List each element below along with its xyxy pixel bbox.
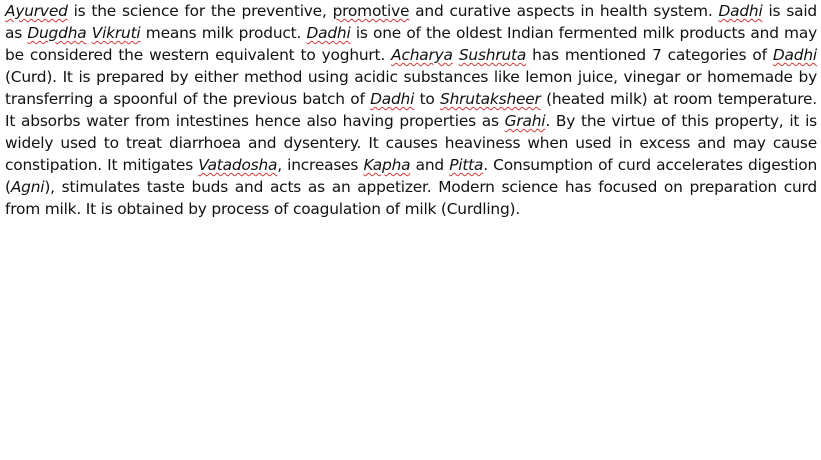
misspelled-italic-term: Shrutaksheer bbox=[440, 90, 541, 108]
text-run: ), stimulates taste buds and acts as an appetizer. Modern science has focused on preparation curd from milk. It is obtained by process of coagulation of milk (Curdling). bbox=[5, 178, 817, 218]
text-run: (heated milk) at room temperature. It absorbs water from intestines hence also having properties as bbox=[5, 90, 817, 130]
text-run: . Consumption of curd accelerates digestion ( bbox=[5, 156, 818, 196]
misspelled-italic-term: Dugdha bbox=[27, 24, 87, 42]
misspelled-italic-term: Pitta bbox=[449, 156, 484, 174]
misspelled-italic-term: Ayurved bbox=[5, 2, 68, 20]
text-run: . By the virtue of this property, it is widely used to treat diarrhoea and dysentery. It causes heaviness when used in excess and may cause constipation. It mitigates bbox=[5, 112, 817, 174]
text-run: is the science for the preventive, bbox=[67, 2, 333, 20]
text-run: means milk product. bbox=[140, 24, 307, 42]
italic-term: Agni bbox=[10, 178, 45, 196]
misspelled-italic-term: Grahi bbox=[504, 112, 546, 130]
text-run: is one of the oldest Indian fermented milk products and may be considered the western equivalent to yoghurt. bbox=[5, 24, 817, 64]
misspelled-italic-term: Sushruta bbox=[458, 46, 527, 64]
misspelled-italic-term: Dadhi bbox=[306, 24, 351, 42]
text-run: has mentioned 7 categories of bbox=[526, 46, 773, 64]
misspelled-italic-term: Acharya bbox=[391, 46, 453, 64]
body-paragraph bbox=[5, 0, 817, 220]
misspelled-italic-term: Vikruti bbox=[91, 24, 141, 42]
text-run: , increases bbox=[277, 156, 364, 174]
misspelled-italic-term: Dadhi bbox=[370, 90, 415, 108]
text-run: (Curd). It is prepared by either method using acidic substances like lemon juice, vinegar or homemade by transferring a spoonful of the previous batch of bbox=[5, 68, 817, 108]
text-run: to bbox=[414, 90, 441, 108]
misspelled-italic-term: Vatadosha bbox=[198, 156, 278, 174]
text-run: and curative aspects in health system. bbox=[409, 2, 719, 20]
text-run: is said as bbox=[5, 2, 817, 42]
misspelled-italic-term: Dadhi bbox=[718, 2, 763, 20]
text-run: and bbox=[410, 156, 450, 174]
misspelled-term: promotive bbox=[332, 2, 410, 20]
misspelled-italic-term: Dadhi bbox=[772, 46, 817, 64]
misspelled-italic-term: Kapha bbox=[363, 156, 411, 174]
